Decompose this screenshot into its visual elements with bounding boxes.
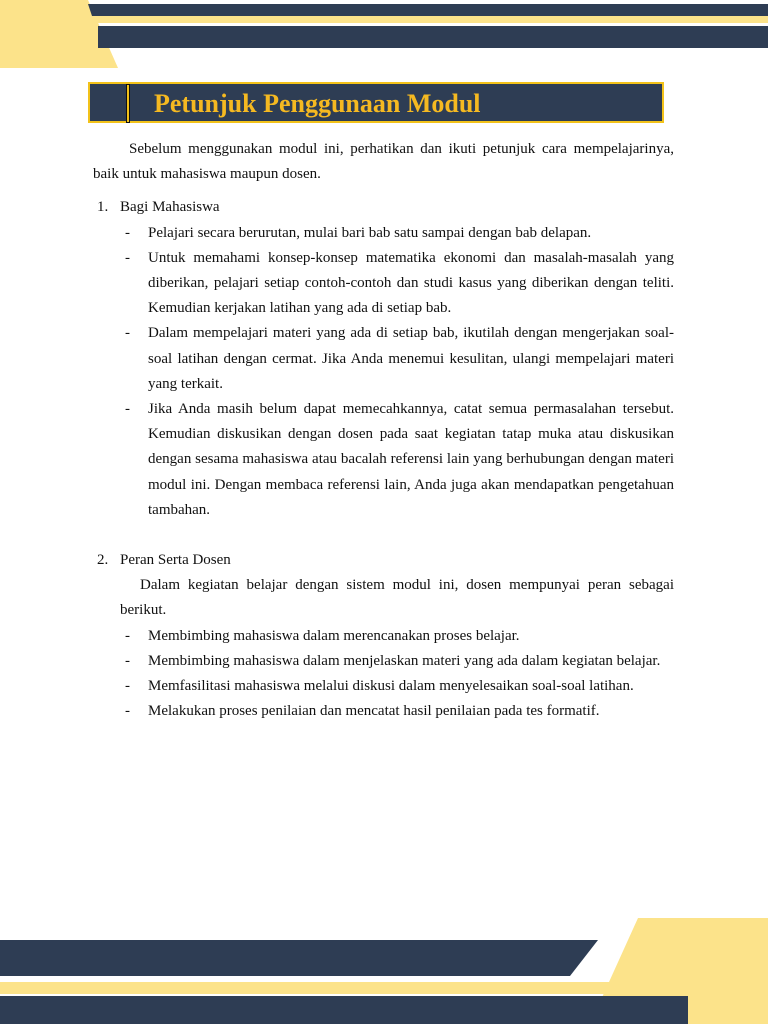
list-item [125,699,674,724]
title-accent-bar [126,84,130,123]
list-item-text: Memfasilitasi mahasiswa melalui diskusi dalam menyelesaikan soal-soal latihan. [148,678,634,695]
header-navy-stripe-top [88,4,768,16]
intro-paragraph: Sebelum menggunakan modul ini, perhatikan dan ikuti petunjuk cara mempelajarinya, baik untuk mahasiswa maupun dosen. [93,141,674,183]
section-title: Peran Serta Dosen [120,552,231,569]
list-item-text: Jika Anda masih belum dapat memecahkannya, catat semua permasalahan tersebut. Kemudian diskusikan dengan dosen pada saat kegiatan tatap muka atau diskusikan dengan sesama mahasiswa atau bacalah referensi lain yang berhubungan dengan materi modul ini. Dengan membaca referensi lain, Anda juga akan mendapatkan pengetahuan tambahan. [148,401,674,518]
section-mahasiswa [93,195,674,523]
header-yellow-stripe [92,16,768,23]
list-item [125,397,674,523]
bullet-dash: - [125,678,130,695]
list-item [125,321,674,397]
bullet-dash: - [125,224,130,241]
section-paragraph: Dalam kegiatan belajar dengan sistem modul ini, dosen mempunyai peran sebagai berikut. [120,577,674,619]
section-heading [93,195,674,220]
footer-navy-stripe [0,996,688,1024]
list-item-text: Pelajari secara berurutan, mulai bari bab satu sampai dengan bab delapan. [148,224,592,241]
section-number: 2. [97,552,109,569]
section-number: 1. [97,199,109,216]
bullet-dash: - [125,652,130,669]
bullet-dash: - [125,401,130,418]
bullet-dash: - [125,627,130,644]
list-item-text: Membimbing mahasiswa dalam merencanakan proses belajar. [148,627,520,644]
footer-navy-stripe-top [0,940,598,976]
document-body [93,137,674,724]
section-dosen [93,548,674,724]
bullet-dash: - [125,703,130,720]
section-title: Bagi Mahasiswa [120,199,220,216]
footer-yellow-stripe [0,982,688,994]
list-item [125,221,674,246]
bullet-dash: - [125,249,130,266]
list-item [125,649,674,674]
bullet-dash: - [125,325,130,342]
list-item-text: Dalam mempelajari materi yang ada di setiap bab, ikutilah dengan mengerjakan soal-soal latihan dengan cermat. Jika Anda menemui kesulitan, ulangi mempelajari materi yang terkait. [148,325,674,392]
list-item-text: Membimbing mahasiswa dalam menjelaskan materi yang ada dalam kegiatan belajar. [148,652,661,669]
bullet-list [93,624,674,725]
bullet-list [93,221,674,523]
section-heading [93,548,674,573]
list-item [125,674,674,699]
list-item [125,624,674,649]
header-navy-stripe [98,26,768,48]
list-item [125,246,674,322]
page-title: Petunjuk Penggunaan Modul [154,89,481,118]
title-banner [88,82,664,123]
list-item-text: Untuk memahami konsep-konsep matematika ekonomi dan masalah-masalah yang diberikan, pelajari setiap contoh-contoh dan studi kasus yang diberikan dengan teliti. Kemudian kerjakan latihan yang ada di setiap bab. [148,249,674,317]
list-item-text: Melakukan proses penilaian dan mencatat hasil penilaian pada tes formatif. [148,703,600,720]
